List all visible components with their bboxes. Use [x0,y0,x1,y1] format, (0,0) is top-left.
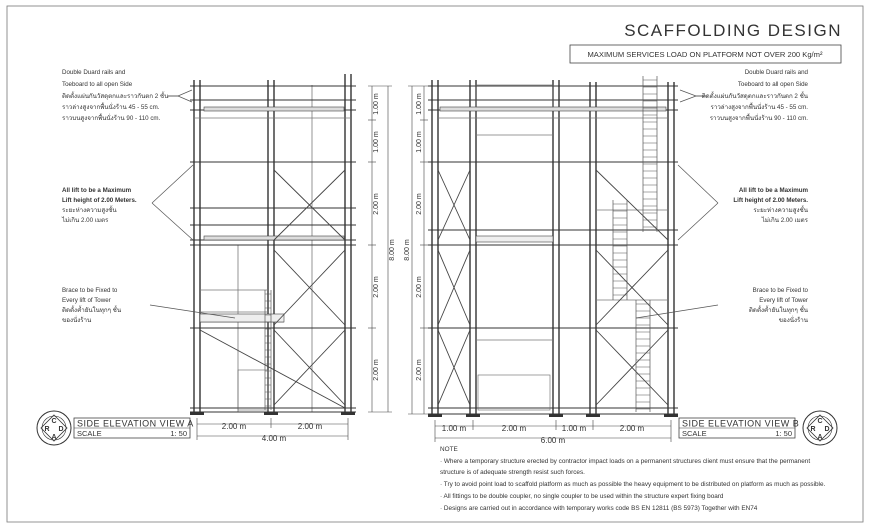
view-a-scale-label: SCALE [77,429,102,438]
logo-right-letter-c: C [817,418,823,425]
right-guard-line-3: ติดตั้งแผ่นกันวัสดุตกและราวกันตก 2 ชั้น [701,93,808,100]
dim-b-vert-3: 2.00 m [416,193,423,215]
dim-a-total: 4.00 m [261,434,287,443]
dim-b-total: 6.00 m [540,436,566,445]
elevation-view-b [428,76,678,417]
dim-a-vert-5: 2.00 m [373,359,380,381]
logo-left-letter-c: C [51,418,57,425]
logo-right-letter-d: D [824,426,830,433]
right-brace-line-1: Brace to be Fixed to [752,287,808,294]
sheet-border [7,6,863,522]
drawing-title: SCAFFOLDING DESIGN [624,21,842,40]
view-a-scale-value: 1: 50 [170,429,187,438]
note-line-2: structure is of adequate strength resist such forces. [440,469,585,476]
left-lift-line-2: Lift height of 2.00 Meters. [62,197,137,204]
dim-a-vert-1: 1.00 m [373,93,380,115]
right-lift-line-2: Lift height of 2.00 Meters. [733,197,808,204]
note-line-1: · Where a temporary structure erected by contractor impact loads on a permanent structures client must ensure that the permanent [440,458,811,465]
right-brace-line-3: ติดตั้งค้ำยันในทุกๆ ชั้น [748,307,808,314]
logo-right-letter-a: A [817,434,823,441]
logo-left-letter-d: D [58,426,64,433]
left-guard-line-4: ราวล่างสูงจากพื้นนั่งร้าน 45 - 55 cm. [62,104,160,111]
dim-a-bottom-2: 2.00 m [297,422,323,431]
elevation-view-a [190,74,356,415]
dim-b-bottom-3: 1.00 m [561,424,587,433]
left-brace-line-3: ติดตั้งค้ำยันในทุกๆ ชั้น [62,307,122,314]
logo-left-letter-a: A [51,434,57,441]
view-a-title: SIDE ELEVATION VIEW A [77,418,194,429]
right-guard-line-4: ราวล่างสูงจากพื้นนั่งร้าน 45 - 55 cm. [710,104,808,111]
note-line-4: · All fittings to be double coupler, no single coupler to be used within the structure expert fixing board [440,493,724,500]
dimensions-view-a [197,86,396,443]
right-lift-line-4: ไม่เกิน 2.00 เมตร [761,217,808,224]
left-guard-line-3: ติดตั้งแผ่นกันวัสดุตกและราวกันตก 2 ชั้น [62,93,169,100]
logo-left-letter-r: R [44,426,50,433]
left-lift-line-4: ไม่เกิน 2.00 เมตร [62,217,109,224]
right-guard-line-5: ราวบนสูงจากพื้นนั่งร้าน 90 - 110 cm. [709,115,808,122]
dim-b-bottom-4: 2.00 m [619,424,645,433]
dim-b-vert-4: 2.00 m [416,276,423,298]
dim-b-vert-2: 1.00 m [416,131,423,153]
left-lift-line-1: All lift to be a Maximum [62,187,132,194]
dim-b-bottom-2: 2.00 m [501,424,527,433]
right-guard-line-1: Double Duard rails and [744,69,808,76]
view-b-title: SIDE ELEVATION VIEW B [682,418,800,429]
dim-a-vert-2: 1.00 m [373,131,380,153]
load-limit-text: MAXIMUM SERVICES LOAD ON PLATFORM NOT OVER 200 Kg/m² [587,50,823,59]
left-brace-line-2: Every lift of Tower [62,297,111,304]
note-line-3: · Try to avoid point load to scaffold platform as much as possible the heavy equipment to be distributed on platform as much as possible. [440,481,826,488]
right-lift-line-1: All lift to be a Maximum [738,187,808,194]
left-lift-line-3: ระยะห่างความสูงชั้น [62,207,117,214]
note-line-5: · Designs are carried out in accordance with temporary works code BS EN 12811 (BS 5973) Together with EN74 [440,505,758,512]
left-brace-line-1: Brace to be Fixed to [62,287,118,294]
dim-a-total-height: 8.00 m [389,239,396,261]
notes-block [440,446,826,512]
dim-b-total-height: 8.00 m [404,239,411,261]
notes-heading: NOTE [440,446,458,453]
logo-left [37,411,71,445]
right-brace-line-2: Every lift of Tower [759,297,808,304]
logo-right [803,411,837,445]
left-guard-line-2: Toeboard to all open Side [62,81,133,88]
right-lift-line-3: ระยะห่างความสูงชั้น [753,207,808,214]
right-brace-line-4: ของนั่งร้าน [778,317,808,324]
view-b-label-box [679,418,799,438]
dim-b-vert-1: 1.00 m [416,93,423,115]
left-brace-line-4: ของนั่งร้าน [62,317,92,324]
view-a-label-box [74,418,194,438]
dim-a-vert-3: 2.00 m [373,193,380,215]
dim-b-bottom-1: 1.00 m [441,424,467,433]
logo-right-letter-r: R [810,426,816,433]
dim-a-bottom-1: 2.00 m [221,422,247,431]
left-guard-line-5: ราวบนสูงจากพื้นนั่งร้าน 90 - 110 cm. [62,115,161,122]
view-b-scale-label: SCALE [682,429,707,438]
view-b-scale-value: 1: 50 [775,429,792,438]
right-guard-line-2: Toeboard to all open Side [737,81,808,88]
dim-a-vert-4: 2.00 m [373,276,380,298]
dim-b-vert-5: 2.00 m [416,359,423,381]
left-guard-line-1: Double Duard rails and [62,69,126,76]
